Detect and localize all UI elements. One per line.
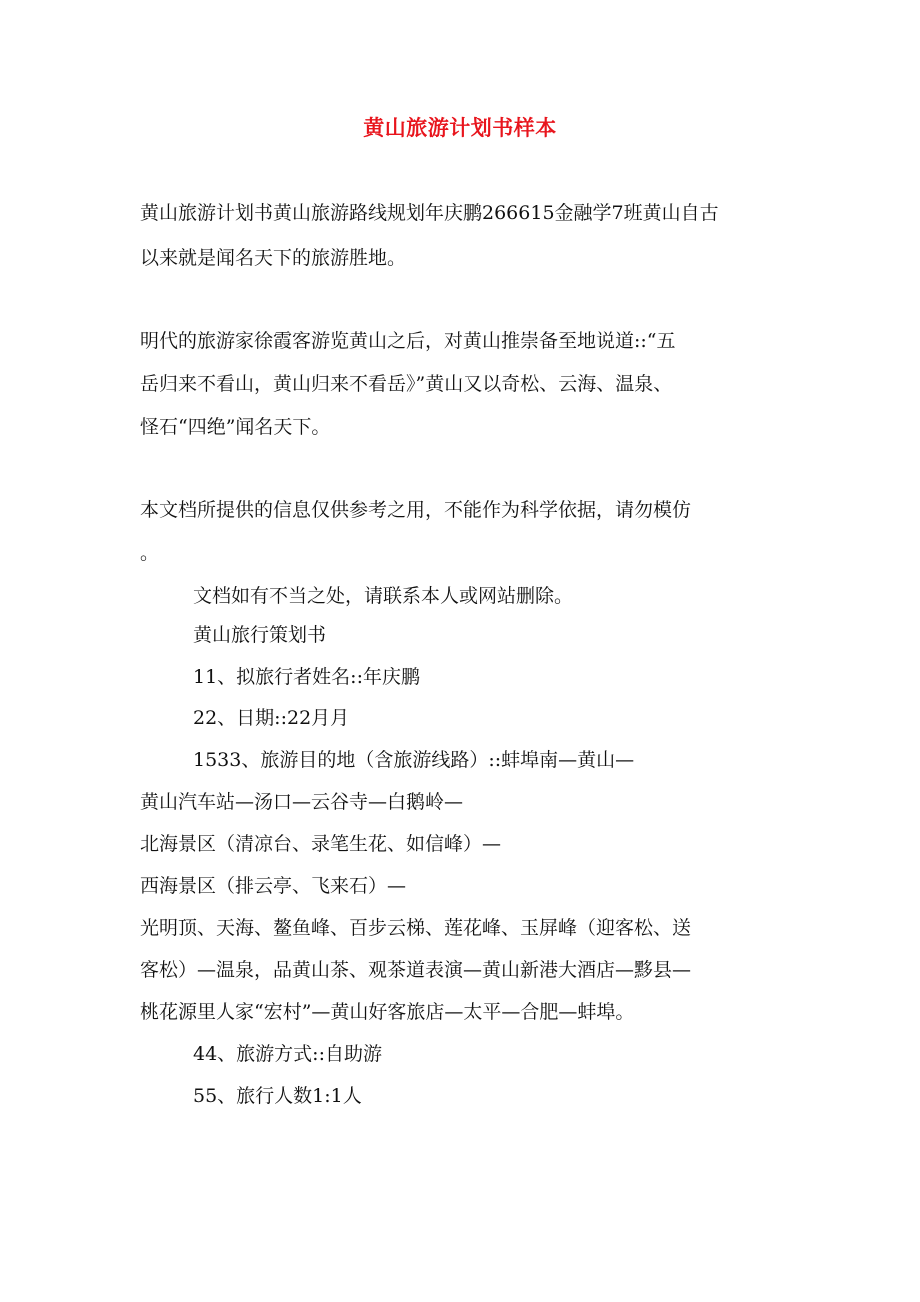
quote-line-2: 岳归来不看山，黄山归来不看岳》”黄山又以奇松、云海、温泉、	[140, 373, 673, 395]
plan-item-date: 22、日期::22月月	[193, 707, 350, 729]
disclaimer-line-3: 文档如有不当之处，请联系本人或网站删除。	[193, 585, 574, 607]
plan-item-destination: 1533、旅游目的地（含旅游线路）::蚌埠南—黄山—	[193, 749, 635, 771]
route-line-5: 客松）—温泉，品黄山茶、观茶道表演—黄山新港大酒店—黟县—	[140, 959, 692, 981]
route-line-4: 光明顶、天海、鳌鱼峰、百步云梯、莲花峰、玉屏峰（迎客松、送	[140, 917, 692, 939]
plan-heading: 黄山旅行策划书	[193, 624, 327, 646]
quote-line-3: 怪石“四绝”闻名天下。	[140, 416, 331, 438]
route-line-2: 北海景区（清凉台、录笔生花、如信峰）—	[140, 833, 502, 855]
plan-item-travel-mode: 44、旅游方式::自助游	[193, 1043, 382, 1065]
plan-item-traveler-count: 55、旅行人数1:1人	[193, 1085, 362, 1107]
intro-line-2: 以来就是闻名天下的旅游胜地。	[140, 247, 407, 269]
disclaimer-line-1: 本文档所提供的信息仅供参考之用，不能作为科学依据，请勿模仿	[140, 499, 692, 521]
disclaimer-line-2: 。	[140, 542, 160, 564]
route-line-6: 桃花源里人家“宏村”—黄山好客旅店—太平—合肥—蚌埠。	[140, 1001, 635, 1023]
plan-item-name: 11、拟旅行者姓名::年庆鹏	[193, 666, 420, 688]
intro-line-1: 黄山旅游计划书黄山旅游路线规划年庆鹏266615金融学7班黄山自古	[140, 202, 719, 224]
document-title: 黄山旅游计划书样本	[363, 115, 557, 140]
route-line-1: 黄山汽车站—汤口—云谷寺—白鹅岭—	[140, 791, 464, 813]
route-line-3: 西海景区（排云亭、飞来石）—	[140, 875, 407, 897]
quote-line-1: 明代的旅游家徐霞客游览黄山之后，对黄山推崇备至地说道::“五	[140, 330, 676, 352]
